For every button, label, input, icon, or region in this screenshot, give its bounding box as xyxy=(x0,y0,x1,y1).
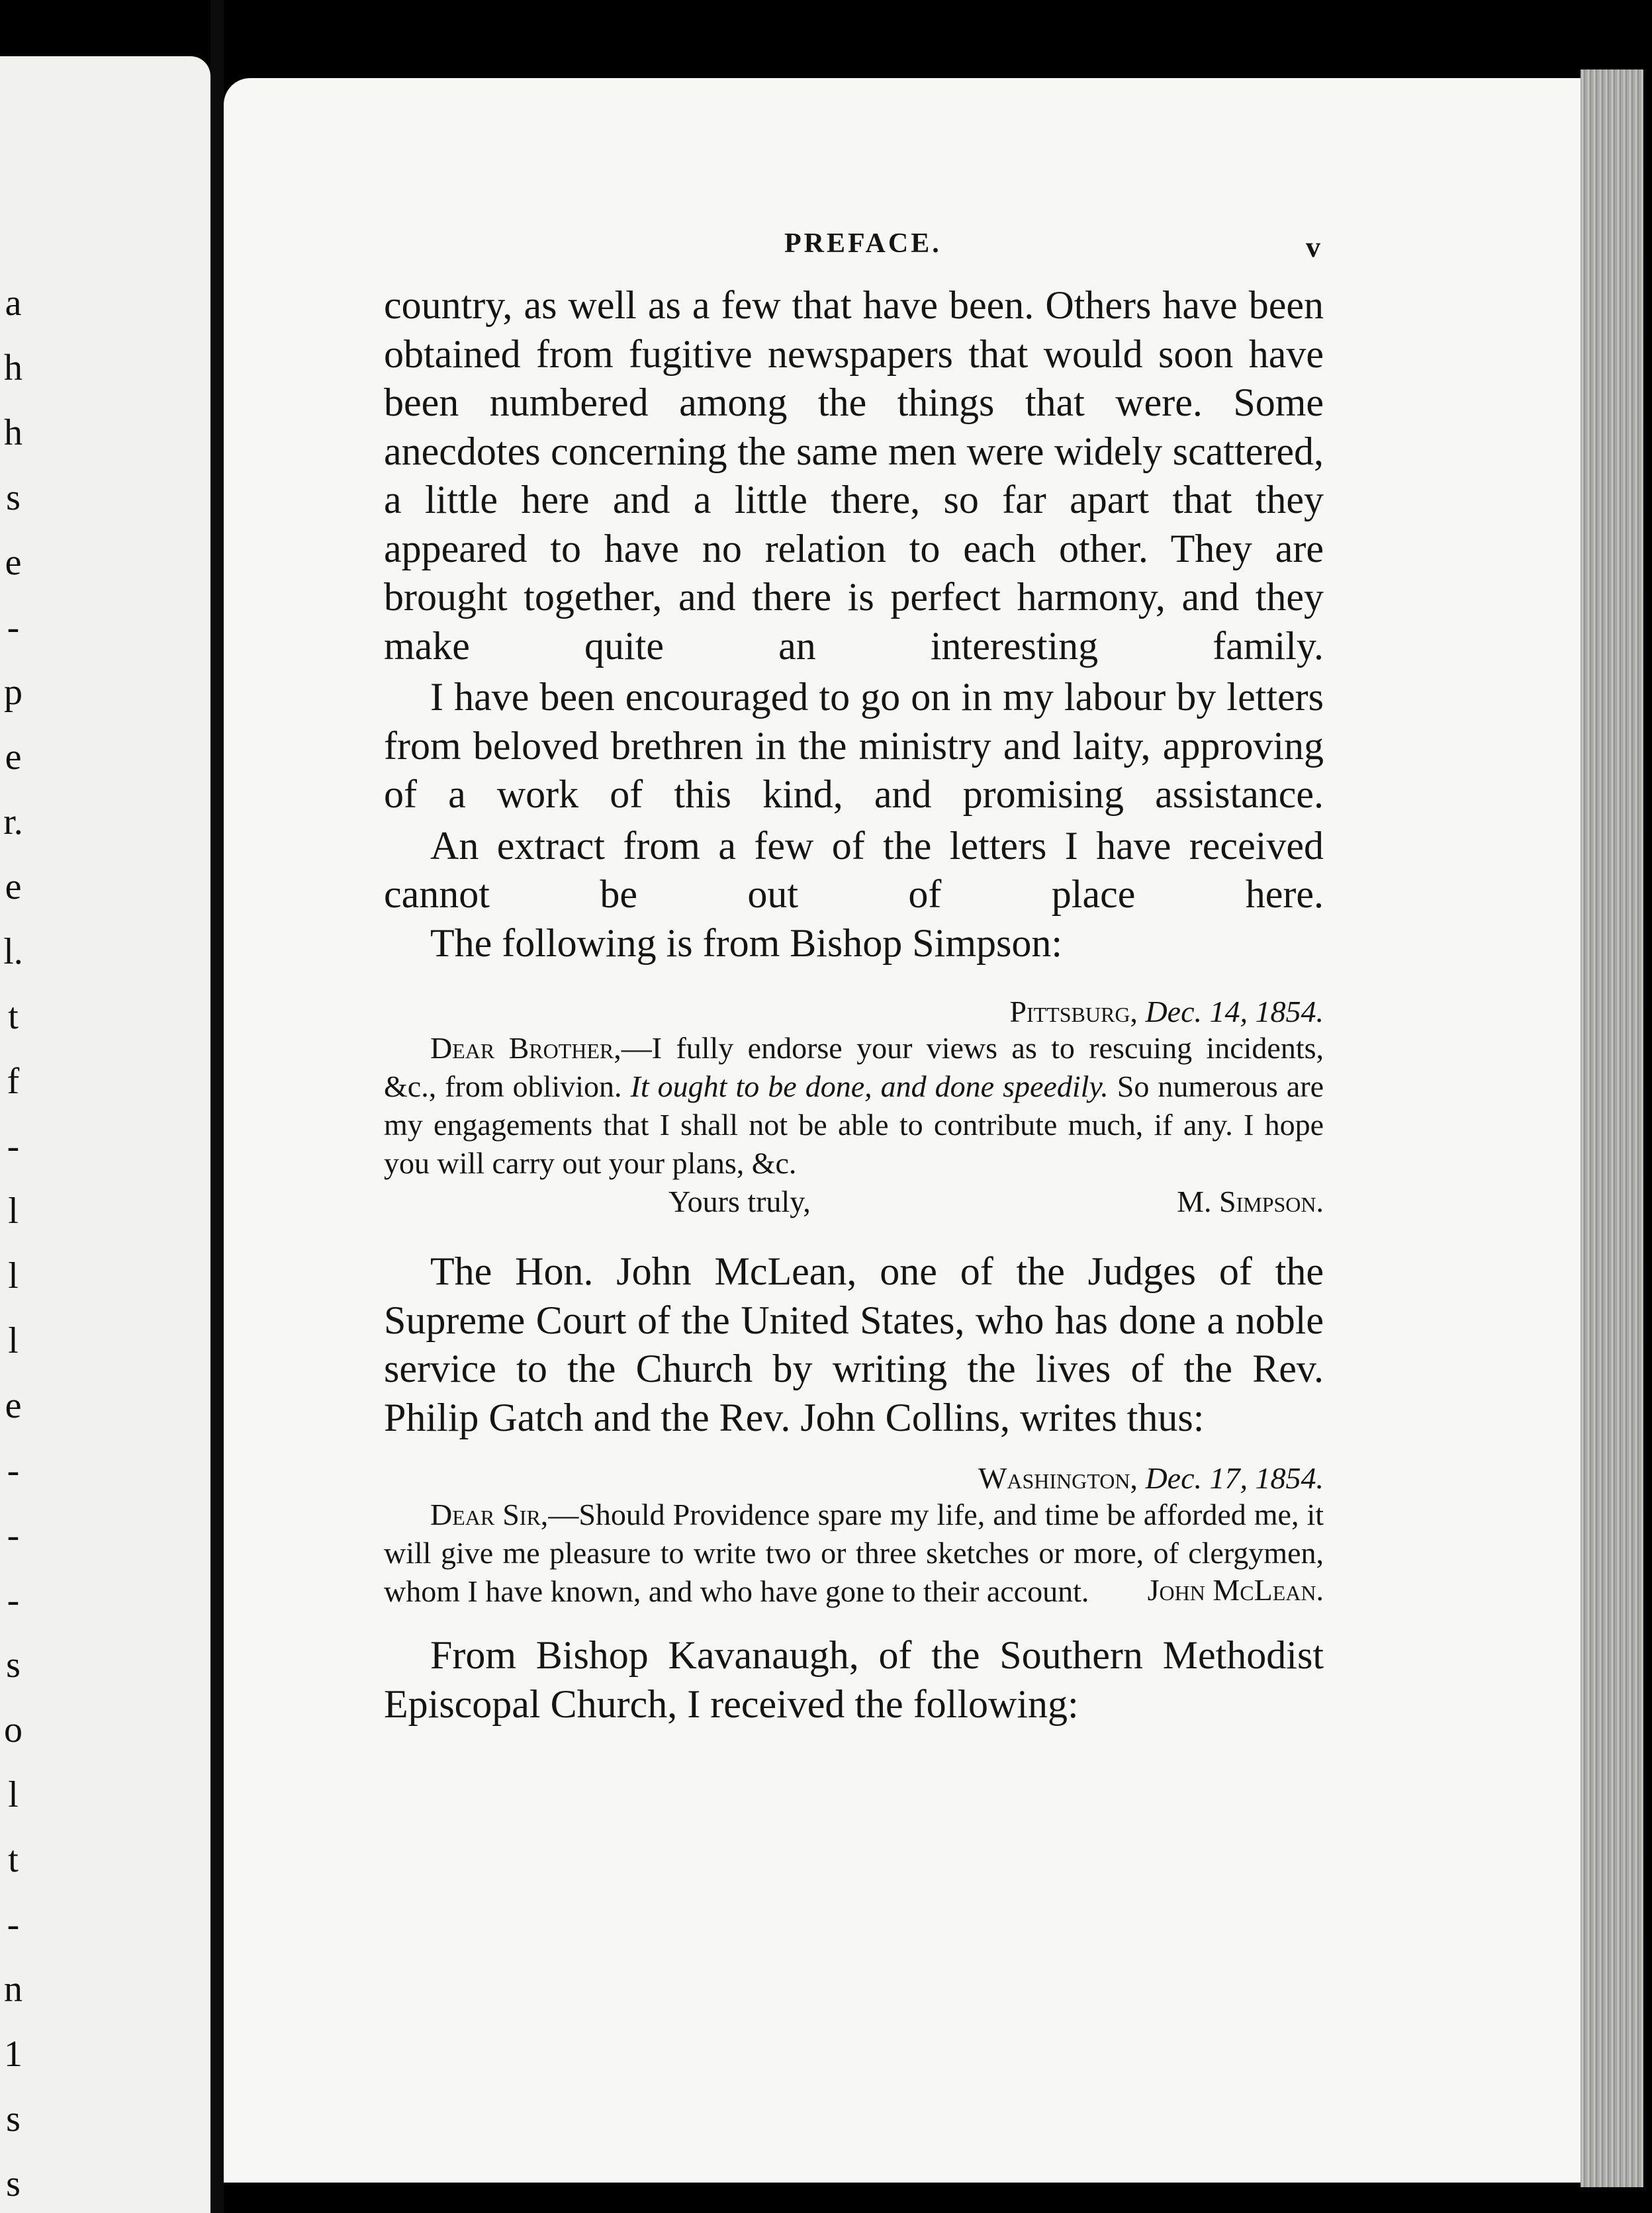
left-page-fragment: - xyxy=(7,1580,20,1621)
left-page-fragment: s xyxy=(6,477,21,518)
letter1-salutation: Dear Brother, xyxy=(430,1031,621,1065)
left-page-fragment: h xyxy=(4,412,23,453)
letter1-signature: M. Simpson. xyxy=(1177,1185,1324,1218)
letter1-date: Dec. 14, 1854. xyxy=(1145,995,1324,1028)
letter2-dateline xyxy=(384,1461,1324,1496)
left-page-fragment: - xyxy=(7,607,20,648)
left-page-fragment: - xyxy=(7,1450,20,1491)
left-page-fragment: s xyxy=(6,2099,21,2140)
left-page-fragment: - xyxy=(7,1515,20,1556)
letter1-text-a: —I fully endorse your views as to rescuing incidents, &c., from oblivion. xyxy=(384,1031,1324,1103)
letter2-signature: John McLean. xyxy=(1147,1573,1324,1607)
left-page-fragment: t xyxy=(8,996,19,1037)
left-page-fragment: e xyxy=(5,737,22,778)
letter1-text-italic: It ought to be done, and done speedily. xyxy=(630,1069,1109,1103)
left-page-fragment: l xyxy=(8,1774,19,1815)
paragraph-5: The Hon. John McLean, one of the Judges of the Supreme Court of the United States, who has done a noble service to the Church by writing the lives of the Rev. Philip Gatch and the Rev. John Collins, writes thus: xyxy=(384,1249,1324,1439)
left-page-fragment: l xyxy=(8,1191,19,1232)
paragraph-6: From Bishop Kavanaugh, of the Southern Methodist Episcopal Church, I received the following: xyxy=(384,1633,1324,1726)
left-page-fragment: s xyxy=(6,2163,21,2204)
letter1-place: Pittsburg, xyxy=(1009,995,1138,1028)
letter2-date: Dec. 17, 1854. xyxy=(1145,1461,1324,1495)
book-gutter xyxy=(210,0,224,2213)
letter2-place: Washington, xyxy=(978,1461,1138,1495)
left-page-fragment: f xyxy=(7,1061,20,1102)
left-page-fragment: n xyxy=(4,1969,23,2010)
page-number: v xyxy=(1306,231,1320,263)
left-facing-page xyxy=(0,56,210,2213)
left-page-fragment: e xyxy=(5,542,22,583)
letter-simpson xyxy=(384,994,1324,1221)
main-text xyxy=(384,281,1324,1729)
letter1-body xyxy=(384,1029,1324,1183)
left-page-fragment: - xyxy=(7,1126,20,1167)
left-page-fragment: r. xyxy=(3,801,23,842)
letter2-salutation: Dear Sir, xyxy=(430,1498,549,1531)
left-page-fragment: l xyxy=(8,1320,19,1361)
letter-mclean xyxy=(384,1461,1324,1607)
left-page-fragment: a xyxy=(5,283,22,324)
paragraph-4: The following is from Bishop Simpson: xyxy=(430,921,1063,965)
letter2-text: —Should Providence spare my life, and time be afforded me, it will give me pleasure to write two or three sketches or more, of clergymen, whom I have known, and who have gone to their account. xyxy=(384,1498,1324,1608)
letter1-dateline xyxy=(384,994,1324,1029)
paragraph-3: An extract from a few of the letters I have received cannot be out of place here. xyxy=(384,823,1324,916)
left-page-fragment: o xyxy=(4,1709,23,1750)
letter1-closing: Yours truly, xyxy=(668,1185,811,1218)
left-page-fragment: - xyxy=(7,1904,20,1945)
left-page-fragment: s xyxy=(6,1645,21,1686)
page-edges xyxy=(1581,69,1643,2187)
left-page-fragment: l. xyxy=(3,931,23,972)
left-page-fragment: e xyxy=(5,866,22,907)
left-page-fragment: e xyxy=(5,1385,22,1426)
running-head: PREFACE. xyxy=(784,228,942,259)
left-page-fragment: t xyxy=(8,1839,19,1880)
letter1-text-b: So numerous are my engagements that I shall not be able to contribute much, if any. I hope you will carry out your plans, &c. xyxy=(384,1069,1324,1180)
left-page-fragment: p xyxy=(4,672,23,713)
paragraph-2: I have been encouraged to go on in my labour by letters from beloved brethren in the ministry and laity, approving of a work of this kind, and promising assistance. xyxy=(384,675,1324,816)
paragraph-1: country, as well as a few that have been. Others have been obtained from fugitive newspapers that would soon have been numbered among the things that were. Some anecdotes concerning the same men were widely scattered, a little here and a little there, so far apart that they appeared to have no relation to each other. They are brought together, and there is perfect harmony, and they make quite an interesting family. xyxy=(384,283,1324,668)
left-page-fragment: h xyxy=(4,347,23,388)
left-page-fragment: l xyxy=(8,1255,19,1296)
letter1-signoff xyxy=(384,1183,1324,1221)
left-page-fragment: 1 xyxy=(4,2034,23,2075)
